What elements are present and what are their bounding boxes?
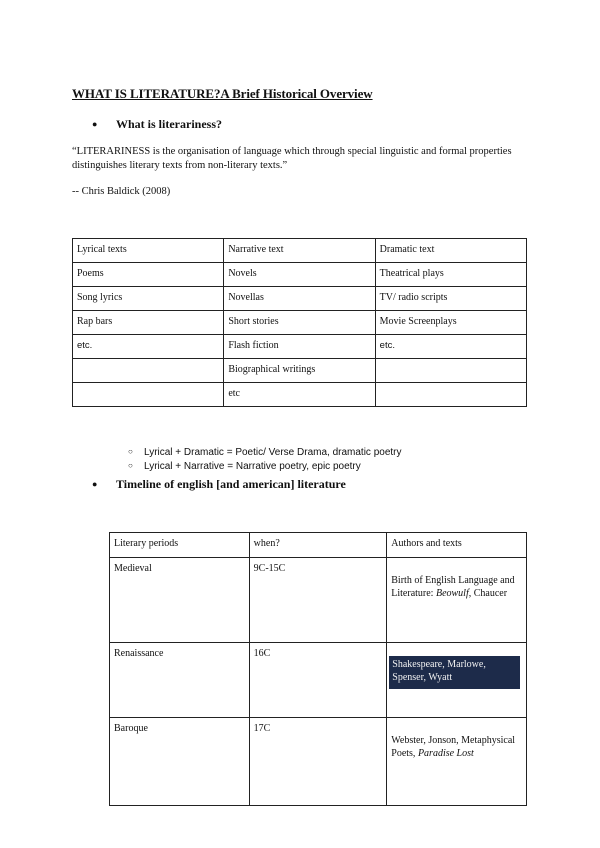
table-cell: Novellas [224,287,375,311]
bullet-what-is-literariness [92,117,222,132]
timeline-table [109,532,527,806]
bullet-label: Timeline of english [and american] literature [116,477,346,491]
authors-suffix: , Chaucer [468,588,508,599]
table-cell [375,383,526,407]
authors-prefix: Birth of English Language and Literature: [391,575,515,599]
authors-prefix: Webster, Jonson, Metaphysical Poets, [391,735,516,759]
table-cell: Short stories [224,311,375,335]
subpoint-lyrical-dramatic [128,447,402,458]
subpoint-text: Lyrical + Narrative = Narrative poetry, epic poetry [144,461,361,472]
header-cell: Dramatic text [375,239,526,263]
bullet-dot-icon: ● [92,479,98,489]
table-cell: TV/ radio scripts [375,287,526,311]
table-row [73,383,527,407]
table-row-medieval [110,558,527,643]
spacer [391,723,522,734]
header-cell: when? [249,533,387,558]
table-header-row [110,533,527,558]
table-row-renaissance [110,643,527,718]
when-cell: 9C-15C [249,558,387,643]
subpoint-lyrical-narrative [128,461,361,472]
page-title: WHAT IS LITERATURE?A Brief Historical Overview [72,86,373,101]
circle-bullet-icon: ○ [128,447,133,456]
authors-text [391,734,522,760]
authors-cell [387,718,527,806]
table-cell: etc [224,383,375,407]
circle-bullet-icon: ○ [128,461,133,470]
table-row [73,263,527,287]
bullet-timeline [92,477,346,492]
table-cell: Rap bars [73,311,224,335]
bullet-dot-icon: ● [92,119,98,129]
baldick-quote: “LITERARINESS is the organisation of language which through special linguistic and formal properties distinguishes literary texts from non-literary texts.” [72,146,512,171]
table-cell [375,359,526,383]
header-cell: Literary periods [110,533,250,558]
table-row [73,287,527,311]
table-cell [73,359,224,383]
quote-attribution: -- Chris Baldick (2008) [72,186,171,197]
table-header-row [73,239,527,263]
work-title: Paradise Lost [417,748,474,759]
authors-cell [387,558,527,643]
table-cell: etc. [73,335,224,359]
subpoint-text: Lyrical + Dramatic = Poetic/ Verse Drama, dramatic poetry [144,447,402,458]
bullet-label: What is literariness? [116,117,222,131]
table-row-baroque [110,718,527,806]
table-cell: Flash fiction [224,335,375,359]
when-cell: 17C [249,718,387,806]
table-cell: Song lyrics [73,287,224,311]
table-row [73,335,527,359]
period-cell: Renaissance [110,643,250,718]
period-cell: Baroque [110,718,250,806]
header-cell: Authors and texts [387,533,527,558]
authors-cell [387,643,527,718]
when-cell: 16C [249,643,387,718]
table-row [73,311,527,335]
authors-text [391,574,522,600]
genres-table [72,238,527,407]
work-title: Beowulf [435,588,469,599]
period-cell: Medieval [110,558,250,643]
table-row [73,359,527,383]
header-cell: Lyrical texts [73,239,224,263]
table-cell: Novels [224,263,375,287]
table-cell: Movie Screenplays [375,311,526,335]
spacer [391,648,522,656]
table-cell: Poems [73,263,224,287]
table-cell: Biographical writings [224,359,375,383]
highlighted-authors: Shakespeare, Marlowe, Spenser, Wyatt [389,656,520,689]
table-cell [73,383,224,407]
table-cell: Theatrical plays [375,263,526,287]
spacer [391,563,522,574]
table-cell: etc. [375,335,526,359]
header-cell: Narrative text [224,239,375,263]
